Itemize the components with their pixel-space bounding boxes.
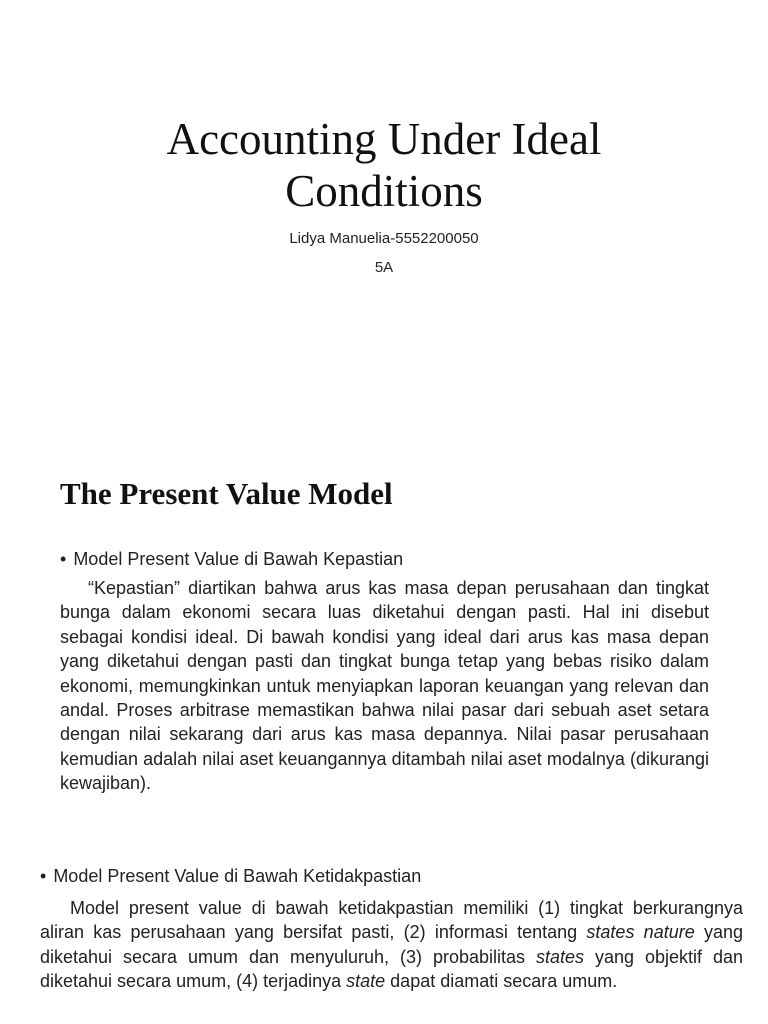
class-label: 5A bbox=[374, 259, 394, 276]
bullet-dot: • bbox=[60, 549, 67, 569]
body-paragraph: “Kepastian” diartikan bahwa arus kas masa depan perusahaan dan tingkat bunga dalam ekonomi secara luas diketahui dengan pasti. Hal ini disebut sebagai kondisi ideal. Di bawah kondisi yang ideal dari arus kas masa depan yang diketahui dengan pasti dan tingkat bunga tetap yang bebas risiko dalam ekonomi, memungkinkan untuk menyiapkan laporan keuangan yang relevan dan andal. Proses arbitrase memastikan bahwa nilai pasar dari sebuah aset setara dengan nilai sekarang dari arus kas masa depannya. Nilai pasar perusahaan kemudian adalah nilai aset keuangannya ditambah nilai aset modalnya (dikurangi kewajiban). bbox=[60, 578, 709, 794]
slide-uncertainty bbox=[0, 848, 768, 1024]
body-paragraph bbox=[40, 896, 743, 994]
para-text-4: dapat diamati secara umum. bbox=[385, 971, 618, 992]
para-text-3: yang objektif dan diketahui secara umum, (4) terjadinya bbox=[40, 946, 743, 992]
title-line-2: Conditions bbox=[285, 166, 483, 216]
title-line-1: Accounting Under Ideal bbox=[166, 114, 602, 164]
para-emphasis-1: states nature bbox=[586, 922, 695, 943]
para-emphasis-2: states bbox=[535, 946, 584, 967]
bullet-text: Model Present Value di Bawah Kepastian bbox=[73, 549, 404, 569]
bullet-dot: • bbox=[40, 866, 47, 886]
para-text-1: Model present value di bawah ketidakpastian memiliki (1) tingkat berkurangnya aliran kas perusahaan yang bersifat pasti, (2) informasi tentang bbox=[40, 898, 743, 943]
slide-title bbox=[0, 0, 768, 432]
author-name: Lidya Manuelia-5552200050 bbox=[289, 230, 479, 247]
para-emphasis-3: state bbox=[346, 971, 386, 992]
bullet-text: Model Present Value di Bawah Ketidakpastian bbox=[53, 866, 422, 886]
presentation-title bbox=[0, 113, 768, 217]
para-text-2: yang diketahui secara umum dan menyuluruh, (3) probabilitas bbox=[40, 922, 744, 967]
bullet-item bbox=[60, 549, 403, 570]
bullet-item bbox=[40, 866, 421, 887]
slide-heading: The Present Value Model bbox=[60, 476, 393, 511]
slide-present-value-model bbox=[0, 432, 768, 848]
